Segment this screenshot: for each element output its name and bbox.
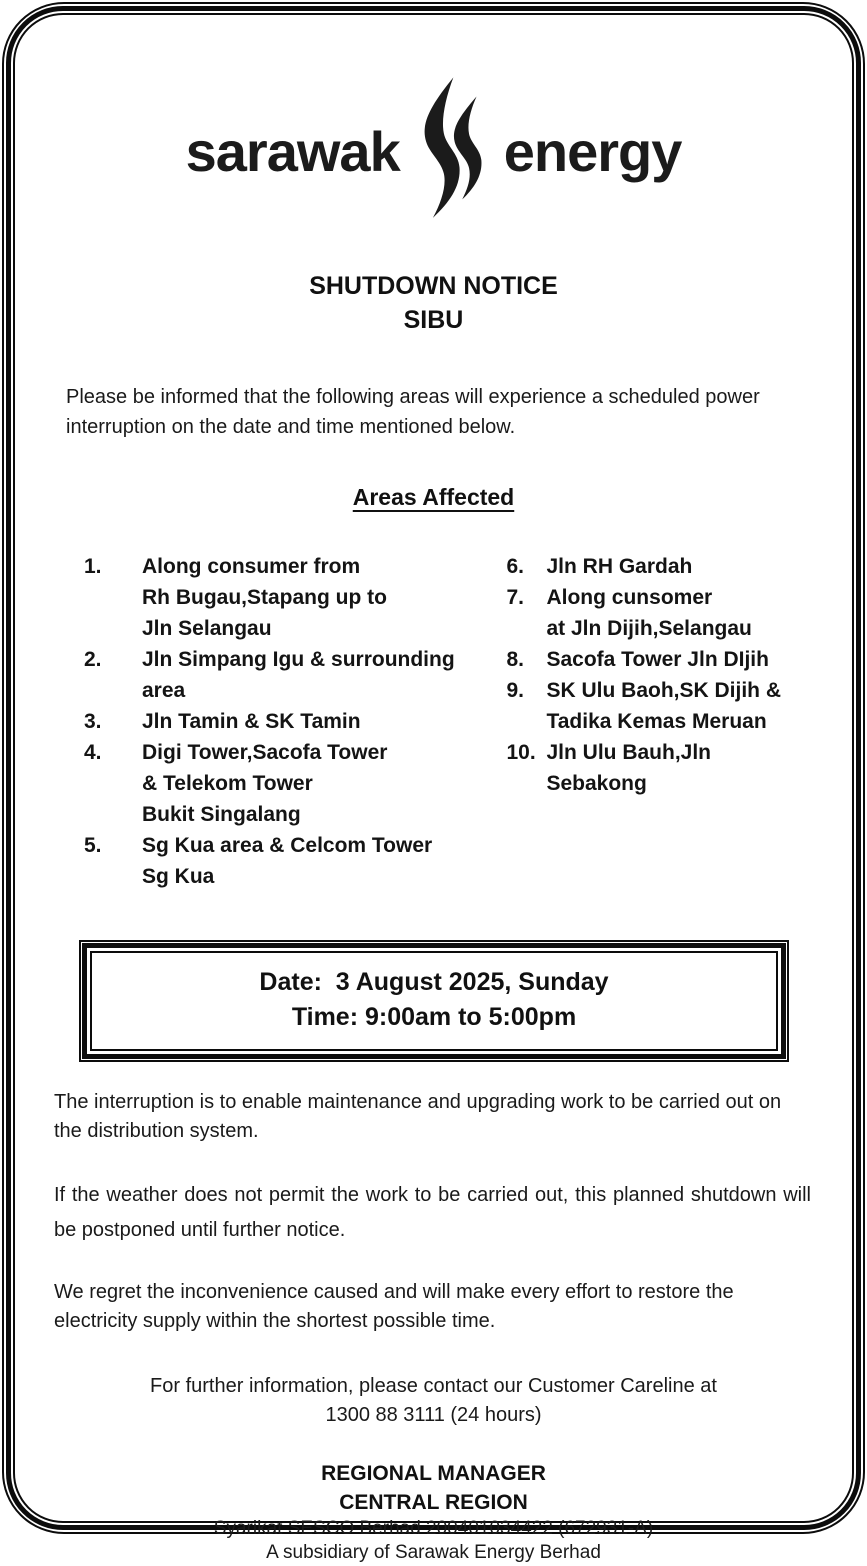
area-list-item: [506, 675, 829, 737]
area-item-number: 5.: [84, 834, 102, 858]
paragraph-weather: If the weather does not permit the work to be carried out, this planned shutdown will be postponed until further notice.: [54, 1184, 811, 1242]
areas-list-left-column: [84, 551, 494, 893]
areas-list-right-column: [506, 551, 829, 893]
logo-word-sarawak: sarawak: [185, 119, 400, 183]
area-item-number: 6.: [506, 554, 524, 578]
schedule-time: Time: 9:00am to 5:00pm: [291, 1003, 577, 1032]
area-list-item: [84, 737, 494, 830]
footer-central-region: CENTRAL REGION: [339, 1490, 528, 1514]
area-item-number: 9.: [506, 678, 524, 702]
areas-list: [84, 551, 829, 893]
sarawak-energy-logo: [38, 76, 829, 226]
area-item-text: Sacofa Tower Jln DIjih: [546, 647, 769, 671]
notice-footer: [38, 1460, 829, 1565]
area-list-item: [506, 551, 829, 582]
notice-content: [22, 18, 845, 1564]
area-item-number: 1.: [84, 554, 102, 578]
paragraph-maintenance: The interruption is to enable maintenance and upgrading work to be carried out on the distribution system.: [54, 1091, 782, 1143]
flame-icon: [400, 76, 504, 226]
customer-careline: [38, 1372, 829, 1430]
area-item-text: Along cunsomer at Jln Dijih,Selangau: [546, 585, 752, 640]
paragraph-regret: We regret the inconvenience caused and will make every effort to restore the electricity supply within the shortest possible time.: [54, 1281, 734, 1333]
notice-title-line1: SHUTDOWN NOTICE: [309, 272, 558, 300]
area-item-text: Digi Tower,Sacofa Tower & Telekom Tower Bukit Singalang: [142, 740, 388, 827]
area-list-item: [84, 551, 494, 644]
area-item-number: 10.: [506, 740, 536, 764]
area-list-item: [84, 830, 494, 892]
careline-text: For further information, please contact our Customer Careline at: [150, 1375, 717, 1398]
footer-company-registration: Syarikat SESCO Berhad 200401034422 (672931-A): [213, 1518, 654, 1540]
area-list-item: [506, 644, 829, 675]
area-item-text: SK Ulu Baoh,SK Dijih & Tadika Kemas Meruan: [546, 678, 781, 733]
area-item-text: Jln Ulu Bauh,Jln Sebakong: [546, 740, 711, 796]
area-item-number: 8.: [506, 647, 524, 671]
careline-phone: 1300 88 3111 (24 hours): [325, 1404, 542, 1427]
logo-word-energy: energy: [503, 119, 682, 183]
area-item-text: Jln Simpang Igu & surrounding area: [142, 647, 455, 702]
area-list-item: [506, 737, 829, 799]
notice-title: [38, 270, 829, 338]
area-list-item: [84, 644, 494, 706]
footer-subsidiary: A subsidiary of Sarawak Energy Berhad: [266, 1542, 601, 1564]
areas-affected-heading: Areas Affected: [352, 483, 515, 510]
area-item-text: Jln RH Gardah: [546, 554, 693, 578]
area-item-number: 3.: [84, 709, 102, 733]
intro-paragraph: Please be informed that the following areas will experience a scheduled power interruption on the date and time mentioned below.: [66, 385, 760, 438]
footer-regional-manager: REGIONAL MANAGER: [321, 1462, 546, 1486]
schedule-box: [79, 940, 789, 1062]
schedule-date: Date: 3 August 2025, Sunday: [259, 968, 609, 997]
area-item-number: 7.: [506, 585, 524, 609]
area-item-text: Jln Tamin & SK Tamin: [142, 709, 361, 733]
schedule-box-middle-border: [82, 943, 786, 1059]
area-list-item: [506, 582, 829, 644]
notice-title-line2: SIBU: [403, 305, 464, 334]
schedule-box-inner: [90, 951, 778, 1051]
area-item-text: Sg Kua area & Celcom Tower Sg Kua: [142, 834, 433, 889]
area-list-item: [84, 706, 494, 737]
area-item-text: Along consumer from Rh Bugau,Stapang up to Jln Selangau: [142, 554, 387, 640]
area-item-number: 4.: [84, 740, 102, 764]
area-item-number: 2.: [84, 647, 102, 671]
